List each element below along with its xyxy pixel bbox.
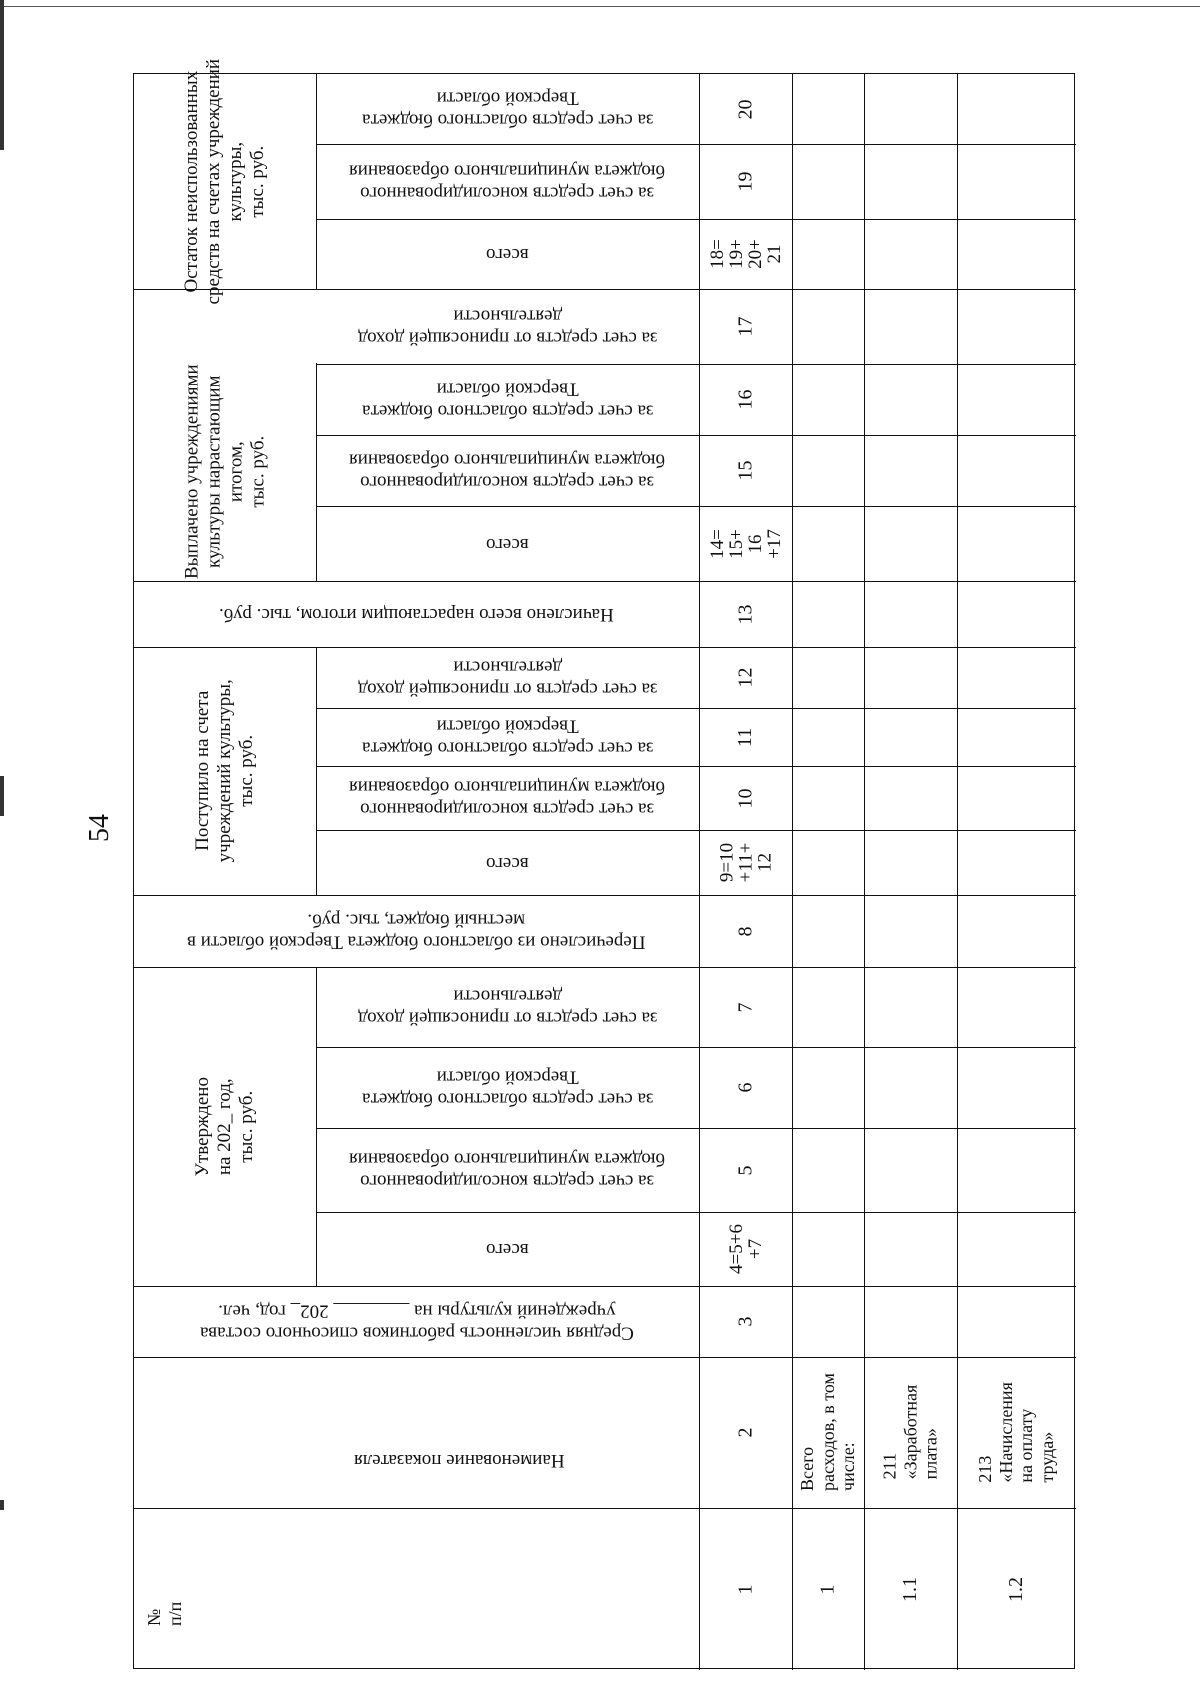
colnum-11 xyxy=(699,708,792,766)
subheader-line: за счет средств консолидированного xyxy=(360,798,655,820)
header-line: средств на счетах учреждений xyxy=(203,58,225,305)
subheader-line: деятельности xyxy=(453,986,562,1007)
colnum-text: 17 xyxy=(734,316,756,337)
subheader-line: бюджета муниципального образования xyxy=(349,1149,666,1170)
subheader-line: за счет средств областного бюджета xyxy=(361,400,654,422)
colnum-text: 5 xyxy=(734,1165,756,1175)
subheader-total xyxy=(316,219,699,289)
header-paid xyxy=(134,363,316,581)
subheader-line: бюджета муниципального образования xyxy=(349,777,666,798)
colnum-text: 8 xyxy=(734,926,756,936)
subheader-text xyxy=(362,378,653,422)
header-approved-text xyxy=(192,1077,258,1176)
colnum-text xyxy=(708,529,784,559)
header-transferred-text xyxy=(187,909,646,953)
subheader-consolidated xyxy=(316,766,699,830)
subheader-total xyxy=(316,830,699,895)
colnum-text: 3 xyxy=(734,1316,756,1327)
row-name-line: Всего xyxy=(796,1447,817,1492)
colnum-text: 6 xyxy=(734,1082,756,1093)
subheader-text xyxy=(349,449,665,493)
binding-mark xyxy=(0,1500,4,1510)
colnum-3 xyxy=(699,1286,792,1357)
header-line: итогом, xyxy=(225,441,246,503)
colnum-line: +17 xyxy=(763,528,785,559)
row-name-text xyxy=(975,1382,1058,1482)
colnum-13 xyxy=(699,581,792,647)
row-name-line: расходов, в том xyxy=(817,1373,838,1492)
subheader-text xyxy=(349,160,665,204)
colnum-text: 13 xyxy=(734,604,756,624)
colnum-text: 12 xyxy=(734,667,756,688)
subheader-total xyxy=(316,506,699,581)
subheader-text: всего xyxy=(486,533,529,555)
row-name-line: «Заработная xyxy=(900,1385,921,1480)
colnum-text: 10 xyxy=(734,788,756,808)
subheader-income xyxy=(316,967,699,1047)
colnum-19 xyxy=(699,144,792,219)
subheader-line: Тверской области xyxy=(436,1066,579,1088)
header-line: тыс. руб. xyxy=(246,436,268,508)
subheader-line: Тверской области xyxy=(436,378,579,400)
colnum-line: 21 xyxy=(763,244,785,264)
subheader-text xyxy=(358,656,658,700)
row-1-name xyxy=(792,1357,864,1508)
subheader-text: всего xyxy=(486,1238,529,1260)
header-line: Средняя численность работников списочного состава xyxy=(199,1322,634,1344)
report-table xyxy=(133,58,1075,1669)
header-remainder xyxy=(134,58,316,305)
colnum-18 xyxy=(699,219,792,289)
subheader-regional xyxy=(316,708,699,766)
header-no-line: № xyxy=(144,1608,164,1626)
subheader-line: Тверской области xyxy=(436,716,579,737)
header-no-line: п/п xyxy=(164,1601,185,1626)
header-name-text: Наименование показателя xyxy=(354,1449,565,1471)
header-line: тыс. руб. xyxy=(235,735,257,807)
header-line: Поступило на счета xyxy=(192,690,214,852)
header-line: Утверждено xyxy=(192,1076,214,1177)
header-line: Выплачено учреждениями xyxy=(181,364,203,580)
header-received-text xyxy=(192,679,258,862)
row-name-line: «Начисления xyxy=(995,1382,1016,1483)
colnum-line: 4=5+6 xyxy=(725,1224,747,1274)
colnum-line: 19+ xyxy=(725,239,747,269)
colnum-text xyxy=(727,1224,765,1274)
subheader-line: за счет средств областного бюджета xyxy=(361,737,654,759)
colnum-text: 1 xyxy=(734,1584,756,1594)
colnum-line: 9=10 xyxy=(715,842,737,883)
colnum-text: 19 xyxy=(734,171,756,192)
colnum-5 xyxy=(699,1128,792,1212)
header-line: на 202_ год, xyxy=(214,1078,236,1175)
subheader-text: всего xyxy=(486,852,529,874)
colnum-4 xyxy=(699,1212,792,1286)
colnum-line: +11+ xyxy=(734,842,756,883)
subheader-text xyxy=(358,305,658,349)
row-no-text: 1.1 xyxy=(899,1576,921,1602)
header-approved xyxy=(134,967,316,1286)
row-1-no xyxy=(792,1508,864,1670)
subheader-regional xyxy=(316,1047,699,1128)
colnum-1 xyxy=(699,1508,792,1670)
subheader-line: за счет средств консолидированного xyxy=(360,182,655,204)
subheader-income xyxy=(316,647,699,708)
subheader-consolidated xyxy=(316,144,699,219)
row-name-line: труда» xyxy=(1037,1431,1058,1483)
subheader-line: за счет средств от приносящей доход xyxy=(357,678,658,700)
colnum-text xyxy=(717,843,774,883)
colnum-2 xyxy=(699,1357,792,1508)
header-line: Остаток неиспользованных xyxy=(181,70,203,293)
header-line: культуры нарастающим xyxy=(203,375,225,569)
subheader-line: деятельности xyxy=(453,656,562,678)
header-line: местный бюджет, тыс. руб. xyxy=(307,910,526,931)
subheader-line: за счет средств консолидированного xyxy=(360,471,655,493)
subheader-line: бюджета муниципального образования xyxy=(349,160,666,182)
colnum-text: 20 xyxy=(734,99,756,119)
colnum-line: 18= xyxy=(706,239,728,269)
colnum-10 xyxy=(699,766,792,830)
colnum-12 xyxy=(699,647,792,708)
header-no xyxy=(134,1508,699,1670)
subheader-consolidated xyxy=(316,435,699,506)
subheader-text xyxy=(362,715,653,759)
binding-mark xyxy=(0,0,4,150)
colnum-line: 15+ xyxy=(725,528,747,559)
row-no-text: 1 xyxy=(816,1584,839,1594)
header-line: тыс. руб. xyxy=(246,145,268,218)
colnum-16 xyxy=(699,364,792,435)
header-name xyxy=(134,1357,699,1508)
subheader-line: за счет средств областного бюджета xyxy=(361,109,654,131)
colnum-text: 11 xyxy=(733,727,756,747)
row-name-text xyxy=(879,1385,941,1480)
row-name-line: 213 xyxy=(975,1455,996,1483)
header-transferred xyxy=(134,895,699,967)
colnum-text: 2 xyxy=(734,1427,756,1438)
header-accrued xyxy=(134,581,699,647)
colnum-20 xyxy=(699,74,792,144)
colnum-6 xyxy=(699,1047,792,1128)
row-no-text: 1.2 xyxy=(1005,1576,1027,1602)
page-number: 54 xyxy=(84,814,115,842)
row-2-no xyxy=(864,1508,957,1670)
subheader-income xyxy=(316,289,699,364)
row-name-line: 211 xyxy=(879,1453,900,1480)
row-3-no xyxy=(957,1508,1076,1670)
subheader-text xyxy=(349,776,665,820)
header-received xyxy=(134,647,316,895)
subheader-regional xyxy=(316,364,699,435)
binding-mark xyxy=(0,776,4,816)
row-3-name xyxy=(957,1357,1076,1508)
top-border-line xyxy=(0,6,1200,7)
subheader-total xyxy=(316,1212,699,1286)
subheader-text: всего xyxy=(486,243,529,265)
subheader-line: за счет средств от приносящей доход xyxy=(357,327,658,349)
header-line: культуры, xyxy=(225,141,247,222)
header-avg-staff-text xyxy=(200,1300,634,1344)
header-accrued-text: Начислено всего нарастающим итогом, тыс. руб. xyxy=(219,603,614,625)
subheader-regional xyxy=(316,74,699,144)
subheader-line: деятельности xyxy=(453,305,562,327)
header-paid-text xyxy=(181,365,268,580)
row-name-line: плата» xyxy=(920,1428,941,1480)
row-2-name xyxy=(864,1357,957,1508)
header-line: Перечислено из областного бюджета Тверской области в xyxy=(187,931,646,953)
subheader-line: за счет средств от приносящей доход xyxy=(357,1007,658,1029)
row-name-text xyxy=(797,1374,859,1492)
header-line: учреждений культуры, xyxy=(214,679,236,863)
row-name-line: числе: xyxy=(838,1442,859,1492)
colnum-line: 14= xyxy=(706,528,728,559)
colnum-line: 12 xyxy=(753,853,775,873)
row-name-line: на оплату xyxy=(1016,1408,1037,1483)
header-avg-staff xyxy=(134,1286,699,1357)
subheader-line: за счет средств консолидированного xyxy=(360,1170,655,1192)
subheader-line: за счет средств областного бюджета xyxy=(361,1088,654,1110)
colnum-9 xyxy=(699,830,792,895)
colnum-14 xyxy=(699,506,792,581)
colnum-text: 7 xyxy=(734,1002,756,1012)
colnum-text: 16 xyxy=(734,389,756,410)
colnum-text xyxy=(708,239,784,269)
subheader-text xyxy=(349,1148,665,1192)
colnum-text: 15 xyxy=(734,460,756,481)
colnum-line: +7 xyxy=(744,1238,766,1260)
colnum-8 xyxy=(699,895,792,967)
header-line: учреждений культуры на ________ 202_ год, чел. xyxy=(217,1300,616,1322)
header-no-text xyxy=(144,1602,185,1626)
header-line: тыс. руб. xyxy=(235,1090,257,1163)
subheader-text xyxy=(362,87,653,131)
subheader-text xyxy=(362,1066,653,1110)
colnum-line: 16 xyxy=(744,534,766,553)
header-remainder-text xyxy=(181,59,268,305)
colnum-17 xyxy=(699,289,792,364)
subheader-line: бюджета муниципального образования xyxy=(349,449,666,471)
colnum-7 xyxy=(699,967,792,1047)
subheader-consolidated xyxy=(316,1128,699,1212)
subheader-text xyxy=(358,985,658,1029)
colnum-15 xyxy=(699,435,792,506)
subheader-line: Тверской области xyxy=(436,88,579,109)
colnum-line: 20+ xyxy=(744,239,766,269)
